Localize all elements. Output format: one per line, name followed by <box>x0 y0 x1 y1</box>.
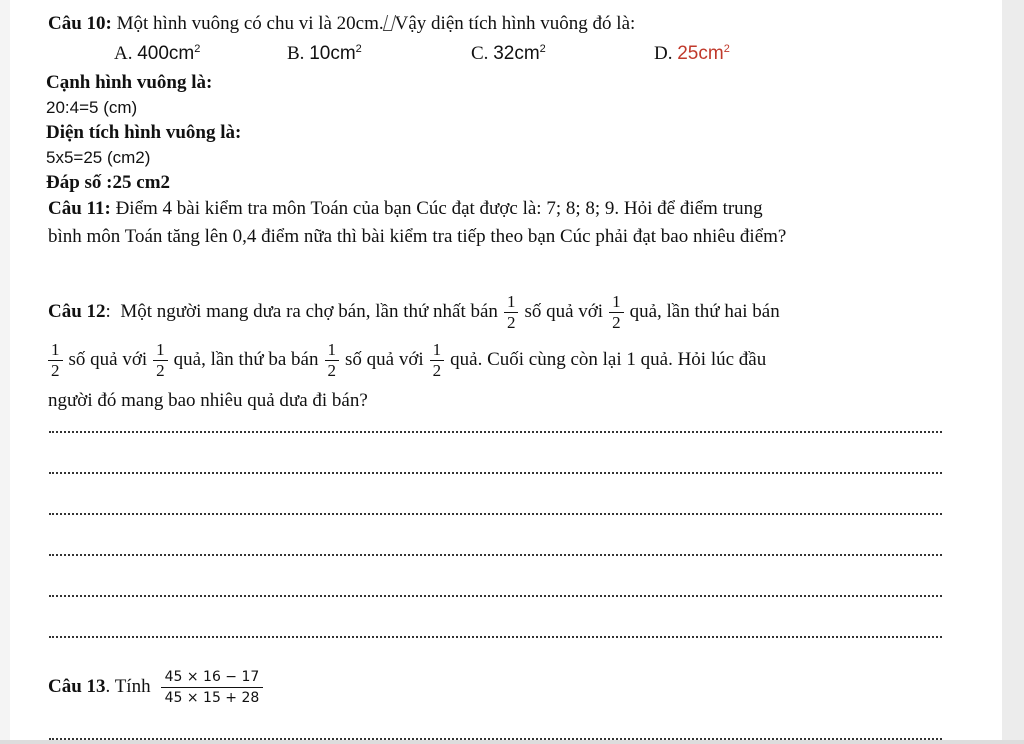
q10-label: Câu 10: <box>48 13 112 34</box>
q10-text-before: Một hình vuông có chu vi là 20cm. <box>116 13 384 34</box>
page-right-edge <box>1002 0 1024 744</box>
option-value: 32cm <box>493 43 540 64</box>
q12-seg4: số quả với <box>68 349 148 370</box>
fraction-one-half: $\frac{1}{2}$ <box>504 292 519 333</box>
fraction-one-half: $\frac{1}{2}$ <box>430 340 445 381</box>
option-exponent: 2 <box>539 43 546 55</box>
answer-line <box>49 554 942 556</box>
option-exponent: 2 <box>723 43 730 55</box>
q12-line3: người đó mang bao nhiêu quả dưa đi bán? <box>48 390 368 411</box>
page-left-edge <box>0 0 10 744</box>
q10-side-heading: Cạnh hình vuông là: <box>46 72 213 93</box>
q10-final-answer: Đáp số :25 cm2 <box>46 172 171 193</box>
q12-seg3: quả, lần thứ hai bán <box>629 301 780 322</box>
fraction-one-half: $\frac{1}{2}$ <box>609 292 624 333</box>
q10-area-calc: 5x5=25 (cm2) <box>46 148 151 167</box>
q12-seg6: số quả với <box>345 349 424 370</box>
answer-line <box>49 595 942 597</box>
page-bottom-edge <box>0 740 1024 744</box>
option-letter: C. <box>471 43 489 64</box>
q13-text: . Tính <box>105 676 151 697</box>
option-value: 10cm <box>309 43 356 64</box>
q10-option-a <box>114 42 200 66</box>
q10-question <box>48 12 635 36</box>
q12-seg2: số quả với <box>524 301 604 322</box>
answer-line <box>49 636 942 638</box>
option-exponent: 2 <box>194 43 201 55</box>
option-letter: D. <box>654 43 673 64</box>
option-letter: B. <box>287 43 305 64</box>
fraction-one-half: $\frac{1}{2}$ <box>153 340 168 381</box>
q13-fraction <box>161 667 264 708</box>
q12-seg5: quả, lần thứ ba bán <box>173 349 319 370</box>
q11-text-1: Điểm 4 bài kiểm tra môn Toán của bạn Cúc đạt được là: 7; 8; 8; 9. Hỏi để điểm trung <box>115 198 763 219</box>
q10-option-d <box>654 42 730 66</box>
q13-numerator: 45 × 16 − 17 <box>161 667 264 688</box>
q12-label: Câu 12 <box>48 301 106 322</box>
q10-option-c <box>471 42 546 66</box>
q10-area-heading: Diện tích hình vuông là: <box>46 122 242 143</box>
option-value: 400cm <box>137 43 195 64</box>
option-value: 25cm <box>677 43 724 64</box>
q12-seg1: Một người mang dưa ra chợ bán, lần thứ nhất bán <box>120 301 498 322</box>
q12-line1 <box>48 292 780 332</box>
q13-label: Câu 13 <box>48 676 106 697</box>
q10-side-calc: 20:4=5 (cm) <box>46 98 138 117</box>
q13-denominator: 45 × 15 + 28 <box>164 689 260 706</box>
q12-line2 <box>42 340 766 380</box>
answer-line <box>49 472 942 474</box>
option-exponent: 2 <box>355 43 362 55</box>
fraction-one-half: $\frac{1}{2}$ <box>325 340 340 381</box>
q10-text-after: Vậy diện tích hình vuông đó là: <box>394 13 636 34</box>
answer-line <box>49 431 942 433</box>
answer-line <box>49 513 942 515</box>
fraction-one-half: $\frac{1}{2}$ <box>48 340 63 381</box>
q11-line1 <box>48 197 763 221</box>
q12-seg7: quả. Cuối cùng còn lại 1 quả. Hỏi lúc đầu <box>450 349 767 370</box>
q12-colon: : <box>105 301 111 322</box>
q11-line2: bình môn Toán tăng lên 0,4 điểm nữa thì bài kiểm tra tiếp theo bạn Cúc phải đạt bao nhiêu điểm? <box>48 226 787 247</box>
answer-line <box>49 738 942 740</box>
q13-question <box>48 662 269 712</box>
option-letter: A. <box>114 43 133 64</box>
q11-label: Câu 11: <box>48 198 111 219</box>
q10-option-b <box>287 42 362 66</box>
